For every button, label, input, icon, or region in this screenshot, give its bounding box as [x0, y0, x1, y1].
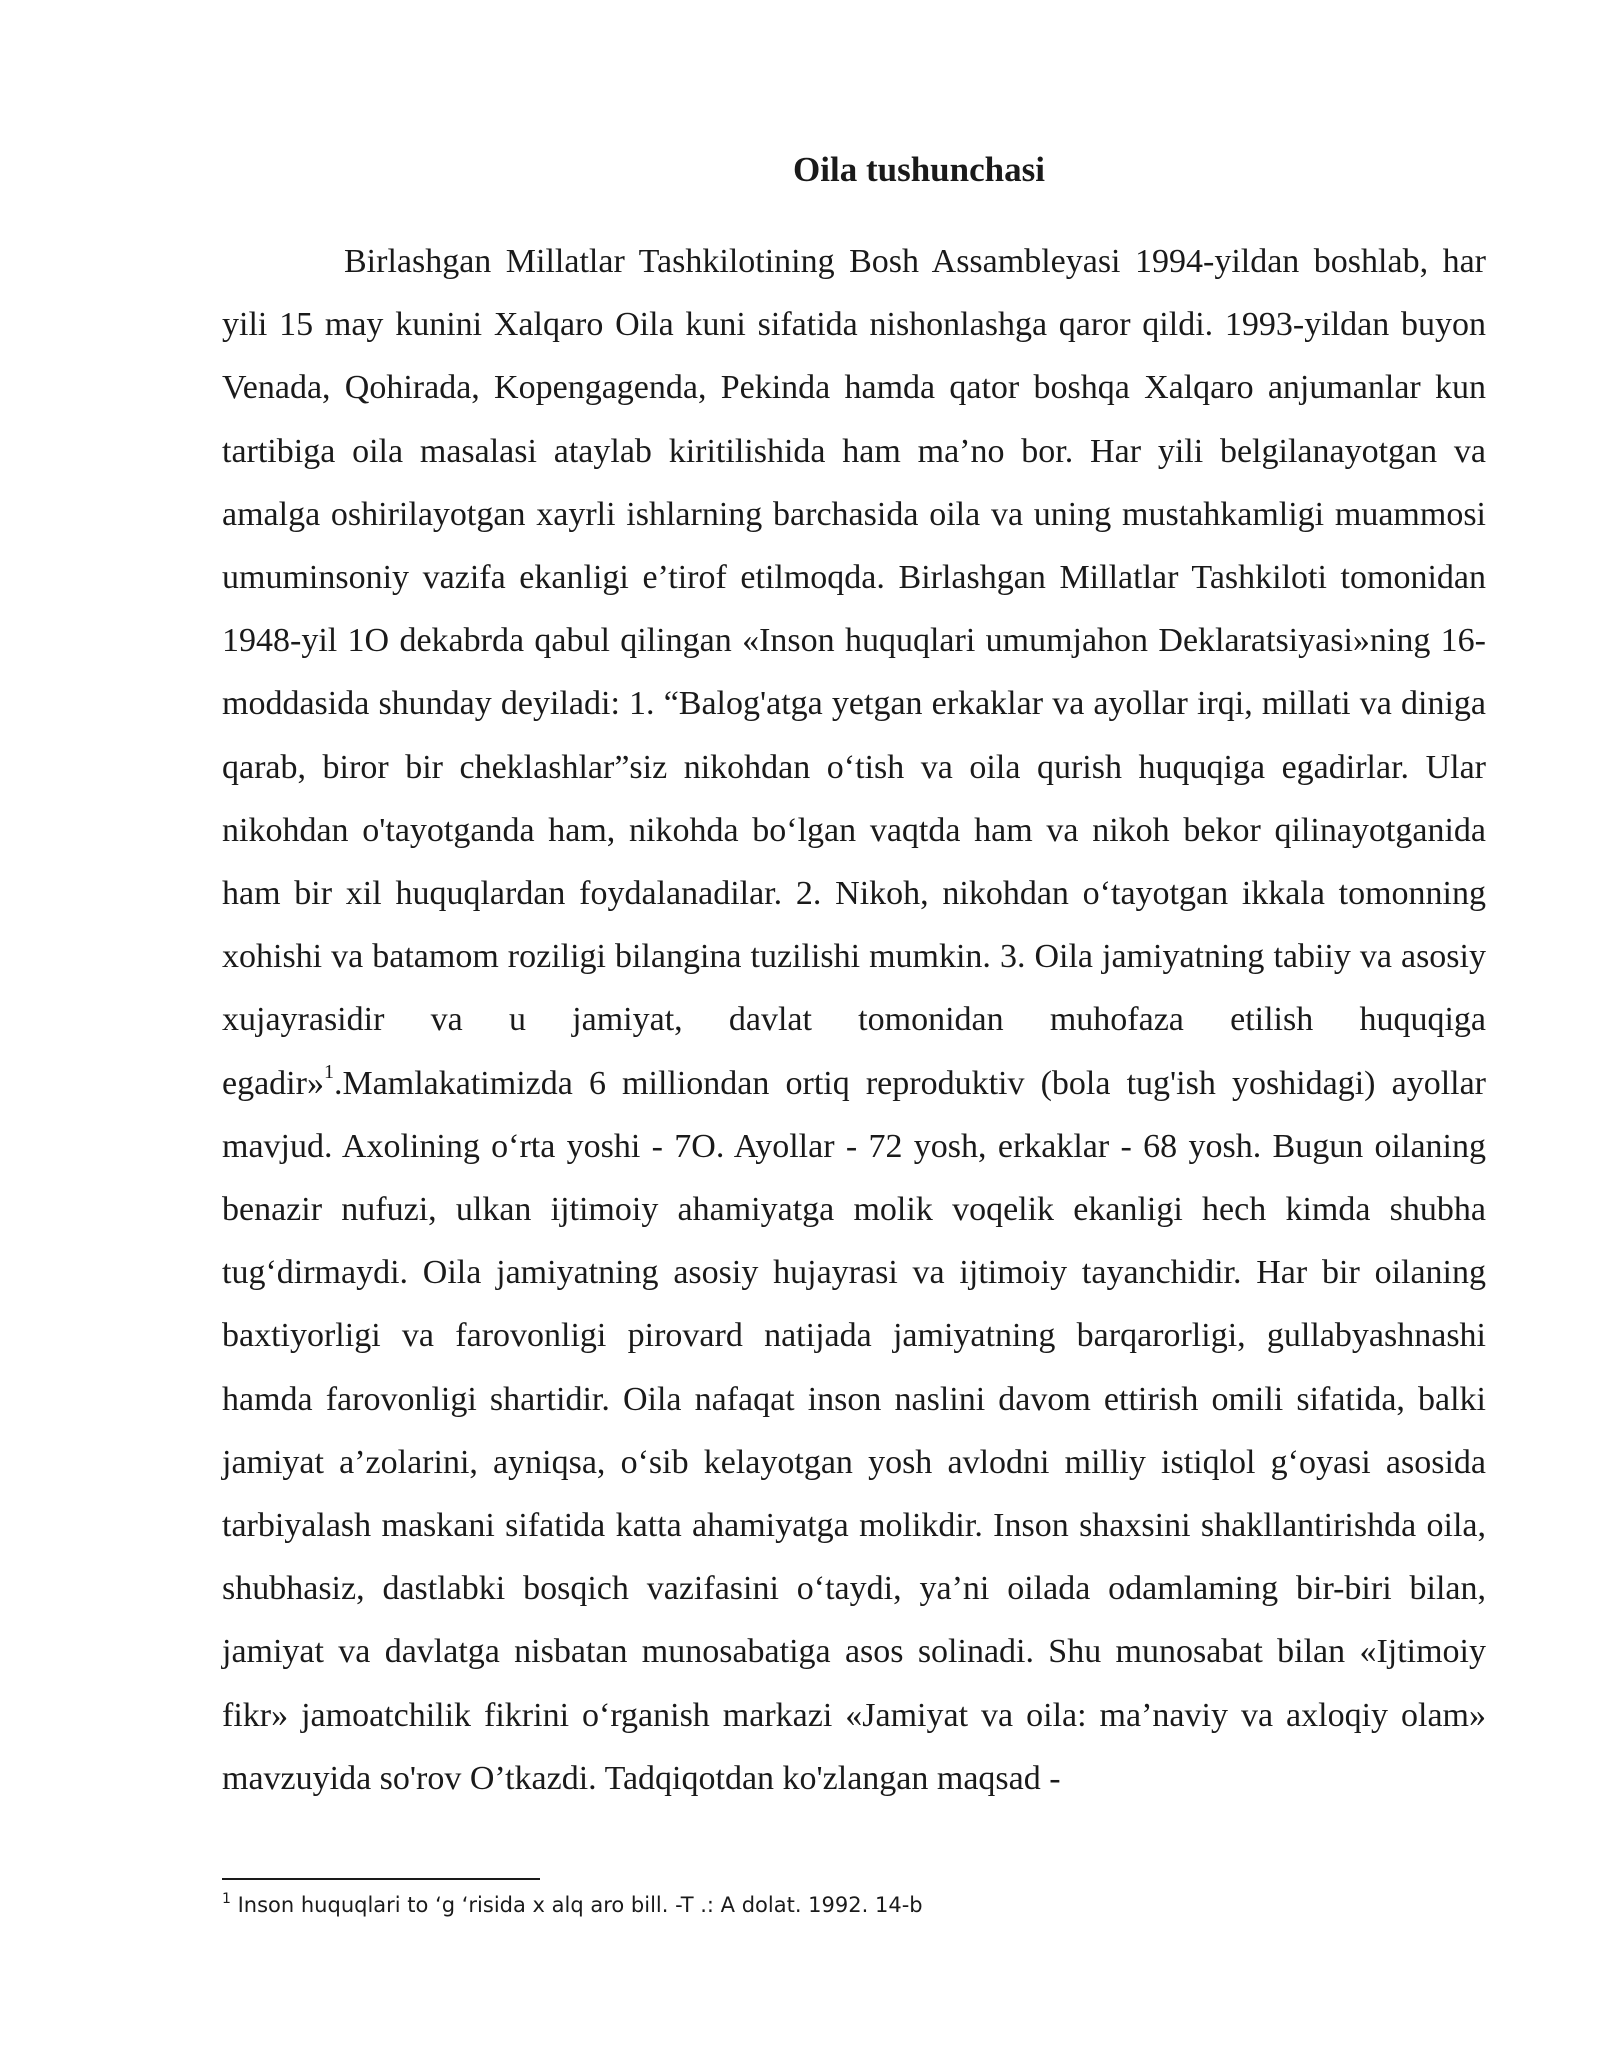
- footnote-separator: [222, 1878, 540, 1880]
- footnote-reference[interactable]: 1: [323, 1060, 334, 1083]
- paragraph-text-part-1: Birlashgan Millatlar Tashkilotining Bosh Assambleyasi 1994-yildan boshlab, har yili 15 may kunini Xalqaro Oila kuni sifatida nishonlashga qaror qildi. 1993-yildan buyon Venada, Qohirada, Kopengagenda, Pekinda hamda qator boshqa Xalqaro anjumanlar kun tartibiga oila masalasi ataylab kiritilishida ham ma’no bor. Har yili belgilanayotgan va amalga oshirilayotgan xayrli ishlarning barchasida oila va uning mustahkamligi muammosi umuminsoniy vazifa ekanligi e’tirof etilmoqda. Birlashgan Millatlar Tashkiloti tomonidan 1948-yil 1O dekabrda qabul qilingan «Inson huquqlari umumjahon Deklaratsiyasi»ning 16- moddasida shunday deyiladi: 1. “Balog'atga yetgan erkaklar va ayollar irqi, millati va diniga qarab, biror bir cheklashlar”siz nikohdan o‘tish va oila qurish huquqiga egadirlar. Ular nikohdan o'tayotganda ham, nikohda bo‘lgan vaqtda ham va nikoh bekor qilinayotganida ham bir xil huquqlardan foydalanadilar. 2. Nikoh, nikohdan o‘tayotgan ikkala tomonning xohishi va batamom roziligi bilangina tuzilishi mumkin. 3. Oila jamiyatning tabiiy va asosiy xujayrasidir va u jamiyat, davlat tomonidan muhofaza etilish huquqiga egadir»: [222, 243, 1486, 1102]
- document-title: Oila tushunchasi: [793, 150, 1045, 189]
- paragraph-text-part-2: .Mamlakatimizda 6 milliondan ortiq reproduktiv (bola tug'ish yoshidagi) ayollar mavjud. Axolining o‘rta yoshi - 7O. Ayollar - 72 yosh, erkaklar - 68 yosh. Bugun oilaning benazir nufuzi, ulkan ijtimoiy ahamiyatga molik voqelik ekanligi hech kimda shubha tug‘dirmaydi. Oila jamiyatning asosiy hujayrasi va ijtimoiy tayanchidir. Har bir oilaning baxtiyorligi va farovonligi pirovard natijada jamiyatning barqarorligi, gullabyashnashi hamda farovonligi shartidir. Oila nafaqat inson naslini davom ettirish omili sifatida, balki jamiyat a’zolarini, ayniqsa, o‘sib kelayotgan yosh avlodni milliy istiqlol g‘oyasi asosida tarbiyalash maskani sifatida katta ahamiyatga molikdir. Inson shaxsini shakllantirishda oila, shubhasiz, dastlabki bosqich vazifasini o‘taydi, ya’ni oilada odamlaming bir-biri bilan, jamiyat va davlatga nisbatan munosabatiga asos solinadi. Shu munosabat bilan «Ijtimoiy fikr» jamoatchilik fikrini o‘rganish markazi «Jamiyat va oila: ma’naviy va axloqiy olam» mavzuyida so'rov O’tkazdi. Tadqiqotdan ko'zlangan maqsad -: [222, 1064, 1486, 1797]
- footnote: [222, 1890, 1486, 1920]
- footnote-text: Inson huquqlari to ‘g ‘risida x alq aro bill. -T .: A dolat. 1992. 14-b: [230, 1893, 923, 1917]
- footnote-marker: 1: [222, 1891, 231, 1907]
- body-paragraph: [222, 230, 1486, 1810]
